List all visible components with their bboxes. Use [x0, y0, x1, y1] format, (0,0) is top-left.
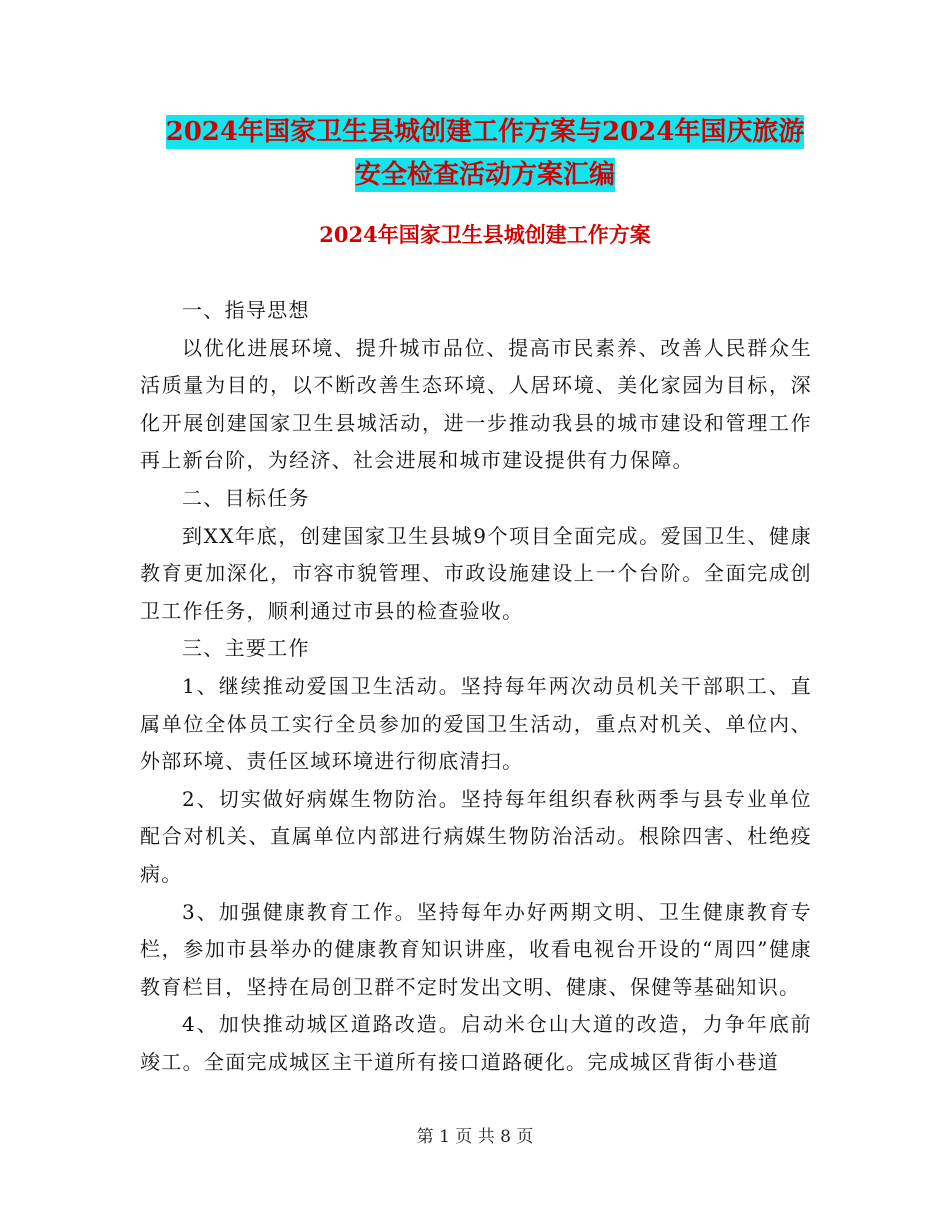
- page-footer: 第 1 页 共 8 页: [416, 1127, 534, 1147]
- title-highlight: 安全检查活动方案汇编: [354, 160, 615, 190]
- paragraph-item-2: 2、切实做好病媒生物防治。坚持每年组织春秋两季与县专业单位配合对机关、直属单位内部进行病媒生物防治活动。根除四害、杜绝疫病。: [140, 786, 812, 886]
- paragraph-goals: 到XX年底，创建国家卫生县城9个项目全面完成。爱国卫生、健康教育更加深化，市容市貌管理、市政设施建设上一个台阶。全面完成创卫工作任务，顺利通过市县的检查验收。: [140, 523, 812, 623]
- paragraph-item-4: 4、加快推动城区道路改造。启动米仓山大道的改造，力争年底前竣工。全面完成城区主干道所有接口道路硬化。完成城区背街小巷道: [140, 1012, 812, 1074]
- title-highlight: 2024年国家卫生县城创建工作方案与2024年国庆旅游: [165, 117, 805, 147]
- document-body: [140, 292, 812, 1081]
- heading-main-work: 三、主要工作: [182, 636, 310, 661]
- section-title: 2024年国家卫生县城创建工作方案: [319, 222, 651, 247]
- document-title-line-1: [140, 108, 830, 156]
- paragraph-item-3: 3、加强健康教育工作。坚持每年办好两期文明、卫生健康教育专栏，参加市县举办的健康教育知识讲座，收看电视台开设的“周四”健康教育栏目，坚持在局创卫群不定时发出文明、健康、保健等基础知识。: [140, 899, 812, 999]
- heading-guiding-ideology: 一、指导思想: [182, 298, 310, 322]
- document-title-line-2: [140, 151, 830, 199]
- paragraph-item-1: 1、继续推动爱国卫生活动。坚持每年两次动员机关干部职工、直属单位全体员工实行全员参加的爱国卫生活动，重点对机关、单位内、外部环境、责任区域环境进行彻底清扫。: [140, 673, 812, 774]
- paragraph-guiding-ideology: 以优化进展环境、提升城市品位、提高市民素养、改善人民群众生活质量为目的，以不断改善生态环境、人居环境、美化家园为目标，深化开展创建国家卫生县城活动，进一步推动我县的城市建设和管理工作再上新台阶，为经济、社会进展和城市建设提供有力保障。: [140, 335, 812, 473]
- heading-goals: 二、目标任务: [182, 485, 310, 510]
